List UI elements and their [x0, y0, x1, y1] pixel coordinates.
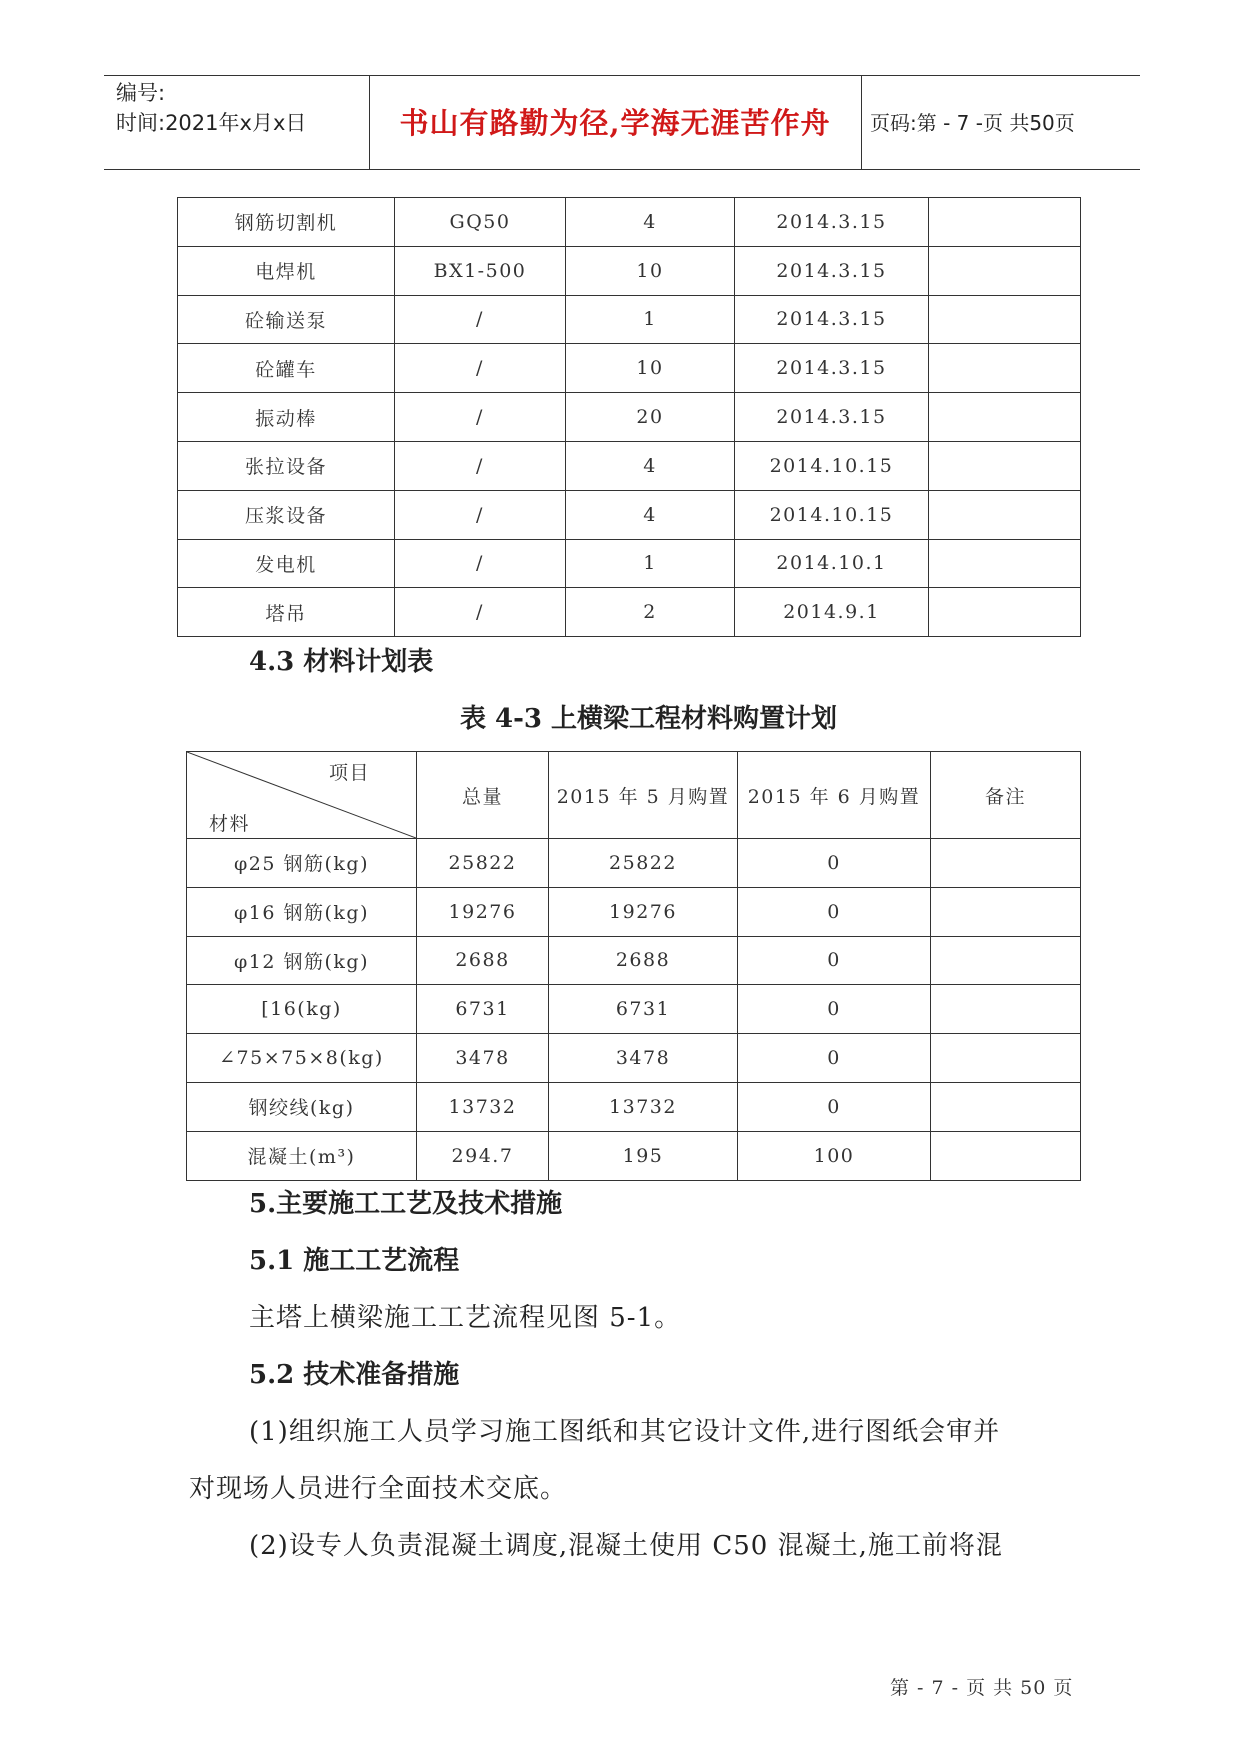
table-cell: 10 — [566, 246, 735, 295]
table-cell — [929, 198, 1081, 247]
equipment-table-body — [178, 198, 1081, 637]
table-cell: φ12 钢筋(kg) — [187, 936, 417, 985]
table-cell: 2688 — [549, 936, 738, 985]
table-cell: 4 — [566, 441, 735, 490]
material-table-caption: 表 4-3 上横梁工程材料购置计划 — [459, 704, 838, 734]
table-cell: GQ50 — [395, 198, 566, 247]
table-row — [178, 344, 1081, 393]
table-cell — [929, 246, 1081, 295]
table-cell: 压浆设备 — [178, 490, 395, 539]
table-cell: 100 — [738, 1131, 931, 1180]
table-cell — [929, 295, 1081, 344]
table-cell: 13732 — [417, 1082, 549, 1131]
table-cell: 2014.9.1 — [735, 588, 929, 637]
table-row — [178, 198, 1081, 247]
table-cell: 6731 — [417, 985, 549, 1034]
table-cell: 10 — [566, 344, 735, 393]
material-table — [186, 751, 1081, 1181]
table-cell: 13732 — [549, 1082, 738, 1131]
table-cell — [931, 839, 1081, 888]
diagonal-header-cell — [187, 752, 417, 839]
footer-page-number: 第 - 7 - 页 共 50 页 — [890, 1677, 1074, 1699]
equipment-table — [177, 197, 1081, 637]
table-cell: 2014.3.15 — [735, 344, 929, 393]
table-cell — [931, 1082, 1081, 1131]
table-cell: 2014.10.15 — [735, 441, 929, 490]
table-cell: [16(kg) — [187, 985, 417, 1034]
table-cell — [929, 490, 1081, 539]
table-cell: 振动棒 — [178, 393, 395, 442]
table-cell: 0 — [738, 887, 931, 936]
table-cell — [931, 1034, 1081, 1083]
header-bottom-rule — [104, 169, 1140, 170]
table-row — [178, 490, 1081, 539]
header-total: 总量 — [417, 752, 549, 839]
table-cell: 19276 — [549, 887, 738, 936]
table-cell: 2014.3.15 — [735, 198, 929, 247]
table-cell: / — [395, 441, 566, 490]
table-cell: / — [395, 490, 566, 539]
table-row — [187, 936, 1081, 985]
table-cell: 294.7 — [417, 1131, 549, 1180]
table-cell: / — [395, 588, 566, 637]
table-row — [178, 588, 1081, 637]
table-cell: 1 — [566, 295, 735, 344]
table-cell: 1 — [566, 539, 735, 588]
table-cell — [931, 1131, 1081, 1180]
table-row — [178, 393, 1081, 442]
table-cell: 25822 — [417, 839, 549, 888]
header-remarks: 备注 — [931, 752, 1081, 839]
table-cell: 2014.3.15 — [735, 295, 929, 344]
table-row — [187, 839, 1081, 888]
table-cell: 19276 — [417, 887, 549, 936]
table-cell: 钢绞线(kg) — [187, 1082, 417, 1131]
table-cell: 2014.10.15 — [735, 490, 929, 539]
table-cell — [929, 588, 1081, 637]
para-1-line-1: (1)组织施工人员学习施工图纸和其它设计文件,进行图纸会审并 — [249, 1417, 1001, 1447]
table-cell — [929, 539, 1081, 588]
diagonal-top-label: 项目 — [328, 762, 370, 784]
table-cell: 钢筋切割机 — [178, 198, 395, 247]
table-row — [187, 1131, 1081, 1180]
table-cell: 发电机 — [178, 539, 395, 588]
table-cell: 2014.3.15 — [735, 393, 929, 442]
table-cell: 2014.3.15 — [735, 246, 929, 295]
section-5-1-text: 主塔上横梁施工工艺流程见图 5-1。 — [249, 1303, 682, 1333]
table-cell: 3478 — [549, 1034, 738, 1083]
table-cell: 20 — [566, 393, 735, 442]
table-cell: 0 — [738, 936, 931, 985]
table-cell: 0 — [738, 1034, 931, 1083]
table-row — [178, 246, 1081, 295]
table-row — [187, 1034, 1081, 1083]
table-cell: 3478 — [417, 1034, 549, 1083]
table-cell: / — [395, 295, 566, 344]
table-cell: φ25 钢筋(kg) — [187, 839, 417, 888]
header-page-indicator: 页码:第 - 7 -页 共50页 — [870, 111, 1075, 135]
table-cell — [929, 393, 1081, 442]
header-may-purchase: 2015 年 5 月购置 — [549, 752, 738, 839]
table-cell: 25822 — [549, 839, 738, 888]
material-table-body — [187, 752, 1081, 1181]
table-cell: 电焊机 — [178, 246, 395, 295]
header-june-purchase: 2015 年 6 月购置 — [738, 752, 931, 839]
doc-time-label: 时间:2021年x月x日 — [116, 111, 307, 135]
table-cell — [931, 887, 1081, 936]
table-cell — [931, 985, 1081, 1034]
header-motto: 书山有路勤为径,学海无涯苦作舟 — [399, 106, 831, 140]
table-cell: / — [395, 344, 566, 393]
table-cell: 张拉设备 — [178, 441, 395, 490]
section-4-3-heading: 4.3 材料计划表 — [249, 647, 434, 677]
para-1-line-2: 对现场人员进行全面技术交底。 — [189, 1474, 568, 1504]
table-cell: 2014.10.1 — [735, 539, 929, 588]
section-5-heading: 5.主要施工工艺及技术措施 — [249, 1189, 563, 1219]
table-cell: 2688 — [417, 936, 549, 985]
table-cell: 砼罐车 — [178, 344, 395, 393]
table-cell: 塔吊 — [178, 588, 395, 637]
table-cell: 4 — [566, 198, 735, 247]
table-cell — [931, 936, 1081, 985]
table-cell: 混凝土(m³) — [187, 1131, 417, 1180]
header-meta — [116, 78, 306, 138]
table-cell: 0 — [738, 985, 931, 1034]
table-row — [178, 295, 1081, 344]
table-cell — [929, 344, 1081, 393]
table-row — [187, 1082, 1081, 1131]
table-cell: φ16 钢筋(kg) — [187, 887, 417, 936]
section-5-2-heading: 5.2 技术准备措施 — [249, 1360, 460, 1390]
table-row — [187, 985, 1081, 1034]
material-table-header-row — [187, 752, 1081, 839]
para-2-line-1: (2)设专人负责混凝土调度,混凝土使用 C50 混凝土,施工前将混 — [249, 1531, 1003, 1561]
table-row — [187, 887, 1081, 936]
table-cell: 4 — [566, 490, 735, 539]
table-cell: 6731 — [549, 985, 738, 1034]
table-cell: ∠75×75×8(kg) — [187, 1034, 417, 1083]
doc-number-label: 编号: — [116, 81, 166, 105]
diagonal-bottom-label: 材料 — [209, 813, 251, 835]
header-divider-right — [861, 75, 862, 170]
table-cell: 0 — [738, 1082, 931, 1131]
table-cell: BX1-500 — [395, 246, 566, 295]
header-top-rule — [104, 75, 1140, 76]
table-cell: / — [395, 393, 566, 442]
section-5-1-heading: 5.1 施工工艺流程 — [249, 1246, 460, 1276]
table-cell: 0 — [738, 839, 931, 888]
table-row — [178, 539, 1081, 588]
table-cell: 2 — [566, 588, 735, 637]
table-cell: / — [395, 539, 566, 588]
table-cell: 砼输送泵 — [178, 295, 395, 344]
table-row — [178, 441, 1081, 490]
table-cell: 195 — [549, 1131, 738, 1180]
table-cell — [929, 441, 1081, 490]
